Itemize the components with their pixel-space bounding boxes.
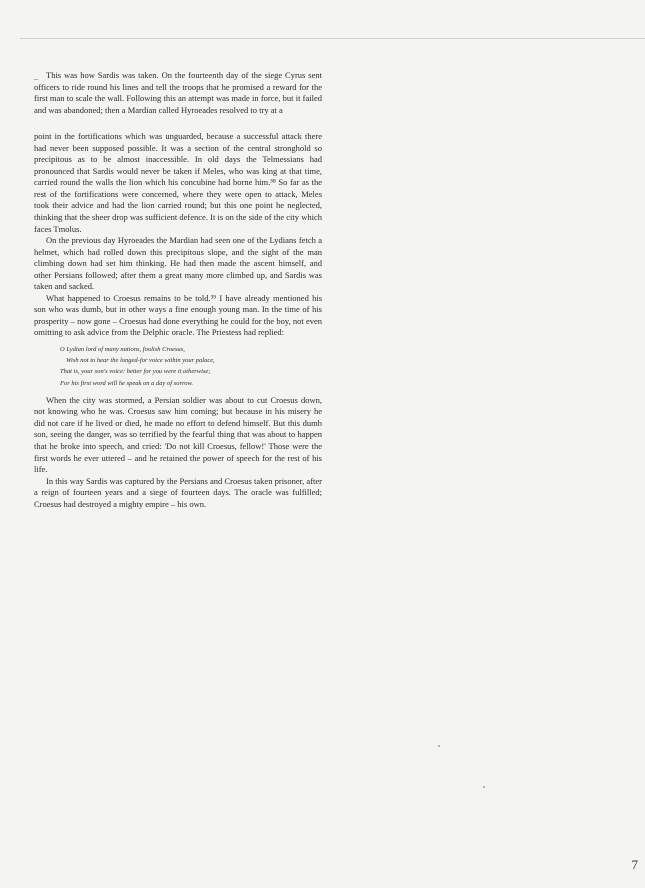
paragraph-fortifications: point in the fortifications which was unguarded, because a successful attack there had never been supposed possible. It was a section of the central stronghold so precipitous as to be almost inaccessible. In old days the Telmessians had pronounced that Sardis would never be taken if Meles, who was king at that time, carried round the walls the lion which his concubine had borne him.³⁸ So far as the rest of the fortifications were concerned, where they were open to attack, Meles took their advice and had the lion carried round; but this one point he neglected, thinking that the sheer drop was sufficient defence. It is on the side of the city which faces Tmolus. bbox=[34, 131, 322, 234]
section-gap bbox=[34, 116, 322, 131]
verse-line: Wish not to hear the longed-for voice within your palace, bbox=[66, 357, 215, 365]
paragraph-sardis-captured: In this way Sardis was captured by the Persians and Croesus taken prisoner, after a reign of fourteen years and a siege of fourteen days. The oracle was fulfilled; Croesus had destroyed a mighty empire – his own. bbox=[34, 475, 322, 509]
paragraph-previous-day: On the previous day Hyroeades the Mardian had seen one of the Lydians fetch a helmet, which had rolled down this precipitous slope, and the sight of the man climbing down had set him thinking. He had then made the ascent himself, and other Persians followed; after them a great many more climbed up, and Sardis was taken and sacked. bbox=[34, 235, 322, 292]
paragraph-city-stormed: When the city was stormed, a Persian soldier was about to cut Croesus down, not knowing who he was. Croesus saw him coming; but because in his misery he did not care if he lived or died, he made no effort to defend himself. But this dumb son, seeing the danger, was so terrified by the fearful thing that was about to happen that he broke into speech, and cried: 'Do not kill Croesus, fellow!' Those were the first words he ever uttered – and he retained the power of speech for the rest of his life. bbox=[34, 394, 322, 475]
scan-speck bbox=[483, 786, 485, 788]
top-rule bbox=[20, 38, 645, 39]
page-number: 7 bbox=[631, 857, 638, 872]
scan-speck bbox=[438, 745, 440, 747]
paragraph-sardis-taken: This was how Sardis was taken. On the fourteenth day of the siege Cyrus sent officers to ride round his lines and tell the troops that he promised a reward for the first man to scale the wall. Following this an attempt was made in force, but it failed and was abandoned; then a Mardian called Hyroeades resolved to try at a bbox=[34, 70, 322, 115]
paragraph-croesus: What happened to Croesus remains to be told.³⁹ I have already mentioned his son who was dumb, but in other ways a fine enough young man. In the time of his prosperity – now gone – Croesus had done everything he could for the boy, not even omitting to ask advice from the Delphic oracle. The Priestess had replied: bbox=[34, 292, 322, 338]
verse-line: For his first word will he speak on a day of sorrow. bbox=[60, 379, 194, 387]
verse-line: That is, your son's voice: better for you were it otherwise; bbox=[60, 368, 211, 376]
page-text bbox=[34, 70, 322, 510]
oracle-verse bbox=[60, 344, 322, 389]
verse-line: O Lydian lord of many nations, foolish Croesus, bbox=[60, 346, 185, 354]
margin-mark: – bbox=[34, 74, 38, 83]
